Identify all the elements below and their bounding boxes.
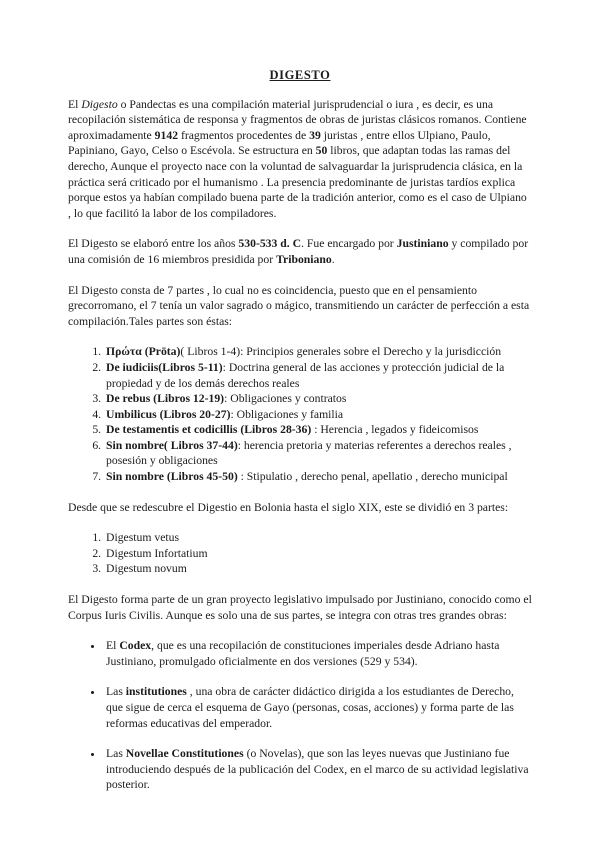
- paragraph-elaboration: [68, 236, 532, 267]
- text-run: De iudiciis(Libros 5-11): [106, 360, 223, 374]
- list-item: [104, 546, 532, 562]
- text-run: , que es una recopilación de constituciones imperiales desde Adriano hasta Justiniano, promulgado oficialmente en dos versiones (529 y 534).: [106, 639, 500, 668]
- text-run: Digestum Infortatium: [106, 546, 208, 560]
- text-run: : Obligaciones y contratos: [224, 392, 347, 406]
- text-run: : herencia pretoria y materias referentes a derechos reales , posesión y obligaciones: [106, 438, 512, 468]
- text-run: Justiniano: [396, 237, 449, 251]
- text-run: Sin nombre (Libros 45-50): [106, 470, 238, 484]
- text-run: El: [106, 639, 120, 653]
- text-run: El Digesto se elaboró entre los años: [68, 237, 239, 251]
- text-run: 9142: [154, 128, 179, 142]
- text-run: (o Novelas), que son las leyes nuevas que Justiniano fue introduciendo después de la publicación del Codex, en el marco de su actividad legislativa posterior.: [106, 747, 529, 792]
- text-run: Umbilicus (Libros 20-27): [106, 407, 231, 421]
- text-run: : Stipulatio , derecho penal, apellatio , derecho municipal: [237, 470, 508, 484]
- text-run: Sin nombre( Libros 37-44): [106, 438, 238, 452]
- text-run: Digestum vetus: [106, 531, 180, 545]
- paragraph-seven-parts: [68, 283, 532, 330]
- paragraph-definition: [68, 97, 532, 222]
- text-run: , una obra de carácter didáctico dirigida a los estudiantes de Derecho, que sigue de cerca el esquema de Gayo (personas, cosas, acciones) y forma parte de las reformas educativas del emperador.: [106, 685, 514, 730]
- text-run: Πρώτα (Prōta): [106, 345, 181, 359]
- list-item: [104, 469, 532, 485]
- text-run: .: [331, 252, 335, 266]
- list-item: [104, 438, 532, 469]
- text-run: Las: [106, 747, 126, 761]
- text-run: El: [68, 97, 82, 111]
- text-run: 530-533 d. C: [238, 237, 302, 251]
- text-run: o Pandectas es una compilación material jurisprudencial o iura , es decir, es una recopilación sistemática de responsa y fragmentos de obras de juristas clásicos romanos. Contiene aproximadamente: [68, 97, 527, 142]
- list-item: [104, 422, 532, 438]
- text-run: juristas , entre ellos Ulpiano, Paulo, Papiniano, Gayo, Celso o Escévola. Se estructura en: [68, 128, 491, 158]
- text-run: De testamentis et codicillis (Libros 28-36): [106, 423, 312, 437]
- list-item: [104, 344, 532, 360]
- text-run: : Doctrina general de las acciones y protección judicial de la propiedad y de los demás derechos reales: [106, 360, 505, 390]
- text-run: y compilado por una comisión de 16 miembros presidida por: [68, 237, 529, 266]
- list-item: [104, 638, 532, 669]
- text-run: De rebus (Libros 12-19): [106, 392, 225, 406]
- text-run: : Herencia , legados y fideicomisos: [311, 423, 479, 437]
- text-run: Codex: [119, 639, 152, 653]
- division-ordered-list: [68, 530, 532, 577]
- list-item: [104, 746, 532, 793]
- text-run: Novellae Constitutiones: [125, 747, 244, 761]
- text-run: libros, que adaptan todas las ramas del derecho, Aunque el proyecto nace con la voluntad de salvaguardar la jurisprudencia clásica, en la práctica será criticado por el humanismo . La presencia predominante de juristas tardíos explica porque estos ya habían compilado buena parte de la tradición anterior, como es el caso de Ulpiano , lo que facilitó la labor de los compiladores.: [68, 144, 527, 220]
- text-run: . Fue encargado por: [301, 237, 397, 251]
- text-run: Digestum novum: [106, 562, 187, 576]
- text-run: Las: [106, 685, 126, 699]
- text-run: Desde que se redescubre el Digestio en Bolonia hasta el siglo XIX, este se dividió en 3 partes:: [68, 500, 509, 514]
- text-run: Digesto: [81, 97, 118, 111]
- text-run: Triboniano: [276, 252, 332, 266]
- text-run: 50: [315, 144, 328, 158]
- text-run: El Digesto consta de 7 partes , lo cual no es coincidencia, puesto que en el pensamiento grecorromano, el 7 tenía un valor sagrado o mágico, transmitiendo un carácter de perfección a esta compilación.Tales partes son éstas:: [68, 283, 530, 328]
- list-item: [104, 391, 532, 407]
- text-run: fragmentos procedentes de: [178, 128, 310, 142]
- text-run: 39: [309, 128, 321, 142]
- list-item: [104, 360, 532, 391]
- works-bullet-list: [68, 638, 532, 793]
- paragraph-corpus: [68, 592, 532, 623]
- list-item: [104, 407, 532, 423]
- text-run: institutiones: [125, 685, 187, 699]
- document-title: DIGESTO: [269, 68, 331, 82]
- paragraph-rediscovery: [68, 500, 532, 516]
- text-run: : Obligaciones y familia: [230, 407, 344, 421]
- text-run: El Digesto forma parte de un gran proyecto legislativo impulsado por Justiniano, conocido como el Corpus Iuris Civilis. Aunque es solo una de sus partes, se integra con otras tres grandes obras:: [68, 593, 532, 622]
- list-item: [104, 530, 532, 546]
- list-item: [104, 684, 532, 731]
- list-item: [104, 561, 532, 577]
- parts-ordered-list: [68, 344, 532, 484]
- text-run: ( Libros 1-4): Principios generales sobre el Derecho y la jurisdicción: [180, 345, 502, 359]
